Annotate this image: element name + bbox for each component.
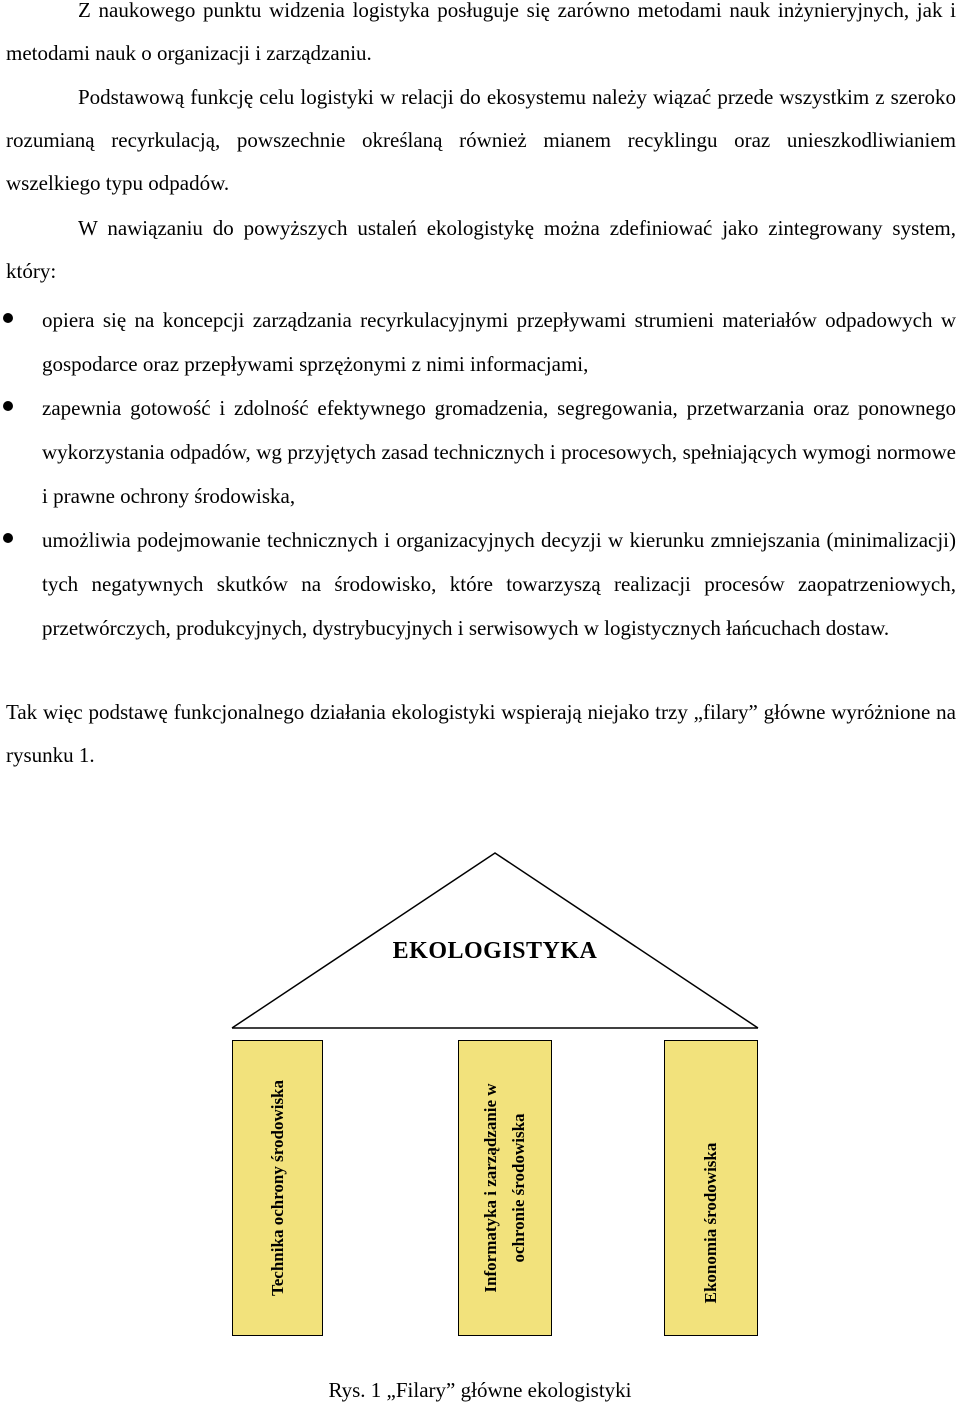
pillar-label-line: Informatyka i zarządzanie w (481, 1083, 500, 1293)
pillar-informatics-management (458, 1040, 552, 1336)
bullet-icon (3, 313, 13, 323)
pillar-label-line: ochronie środowiska (509, 1113, 528, 1263)
list-item-text: umożliwia podejmowanie technicznych i organizacyjnych decyzji w kierunku zmniejszania (minimalizacji) tych negatywnych skutków na środowisko, które towarzyszą realizacji procesów zaopatrzeniowych, przetwórczych, produkcyjnych, dystrybucyjnych i serwisowych w logistycznych łańcuchach dostaw. (42, 528, 956, 640)
bullet-icon (3, 533, 13, 543)
pillar-environmental-technology (232, 1040, 323, 1336)
pillar-environmental-economics (664, 1040, 758, 1336)
pillar-label-line: Technika ochrony środowiska (267, 1079, 287, 1297)
paragraph-closing: Tak więc podstawę funkcjonalnego działania ekologistyki wspierają niejako trzy „filary” główne wyróżnione na rysunku 1. (6, 700, 956, 767)
paragraph-logistics-function: Podstawową funkcję celu logistyki w relacji do ekosystemu należy wiązać przede wszystkim z szeroko rozumianą recyrkulacją, powszechnie określaną również mianem recyklingu oraz unieszkodliwianiem wszelkiego typu odpadów. (6, 85, 956, 195)
paragraph-logistics-methods: Z naukowego punktu widzenia logistyka posługuje się zarówno metodami nauk inżynieryjnych, jak i metodami nauk o organizacji i zarządzaniu. (6, 0, 956, 65)
pillar-label (264, 1080, 292, 1296)
list-item-text: opiera się na koncepcji zarządzania recyrkulacyjnymi przepływami strumieni materiałów odpadowych w gospodarce oraz przepływami sprzężonymi z nimi informacjami, (42, 308, 956, 376)
figure-caption: Rys. 1 „Filary” główne ekologistyki (328, 1378, 632, 1402)
pillar-label-line: Ekonomia środowiska (701, 1142, 720, 1304)
list-item-text: zapewnia gotowość i zdolność efektywnego gromadzenia, segregowania, przetwarzania oraz ponownego wykorzystania odpadów, wg przyjętych zasad technicznych i procesowych, spełniających wymogi normowe i prawne ochrony środowiska, (42, 396, 956, 508)
figure-ecologistics-pillars (0, 840, 960, 1360)
roof-title: EKOLOGISTYKA (392, 938, 598, 964)
pillar-label (477, 1083, 533, 1292)
paragraph-ecologistics-definition: W nawiązaniu do powyższych ustaleń ekologistykę można zdefiniować jako zintegrowany system, który: (6, 216, 956, 283)
pillar-label (697, 1143, 725, 1304)
bullet-icon (3, 401, 13, 411)
